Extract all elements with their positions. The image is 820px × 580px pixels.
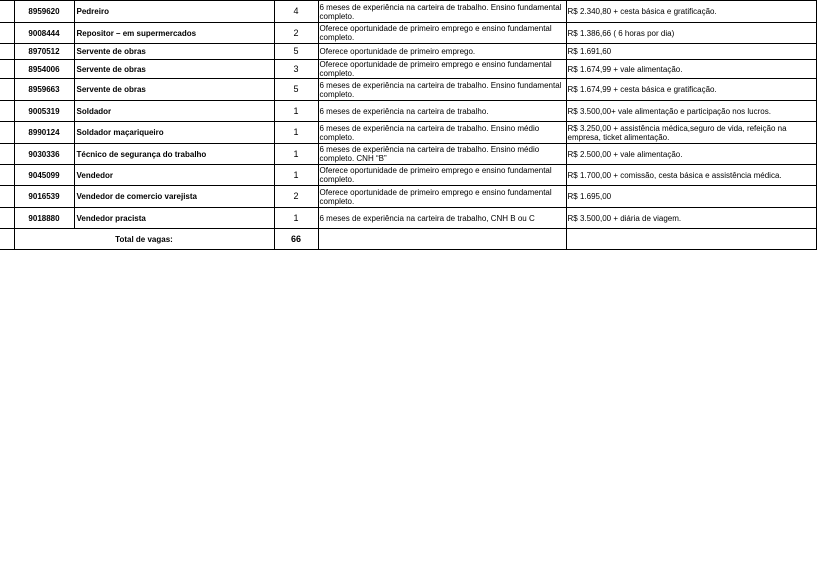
vacancy-count: 5 [274, 79, 318, 101]
requirements: Oferece oportunidade de primeiro emprego e ensino fundamental completo. [318, 165, 566, 186]
requirements: Oferece oportunidade de primeiro emprego e ensino fundamental completo. [318, 186, 566, 208]
row-gutter [0, 79, 14, 101]
job-code: 9016539 [14, 186, 74, 208]
vacancy-count: 1 [274, 144, 318, 165]
salary-benefits: R$ 1.386,66 ( 6 horas por dia) [566, 23, 816, 44]
row-gutter [0, 122, 14, 144]
vacancy-count: 1 [274, 208, 318, 229]
requirements: 6 meses de experiência na carteira de trabalho. Ensino fundamental completo. [318, 1, 566, 23]
salary-benefits: R$ 1.691,60 [566, 44, 816, 60]
requirements: Oferece oportunidade de primeiro emprego e ensino fundamental completo. [318, 60, 566, 79]
occupation: Técnico de segurança do trabalho [74, 144, 274, 165]
table-row [0, 79, 816, 101]
total-row [0, 229, 816, 250]
empty-cell [318, 229, 566, 250]
row-gutter [0, 101, 14, 122]
vacancy-count: 4 [274, 1, 318, 23]
row-gutter [0, 23, 14, 44]
job-code: 8954006 [14, 60, 74, 79]
total-value: 66 [274, 229, 318, 250]
requirements: Oferece oportunidade de primeiro emprego e ensino fundamental completo. [318, 23, 566, 44]
empty-cell [566, 229, 816, 250]
table-row [0, 1, 816, 23]
table-row [0, 165, 816, 186]
salary-benefits: R$ 2.340,80 + cesta básica e gratificação. [566, 1, 816, 23]
total-label: Total de vagas: [14, 229, 274, 250]
occupation: Soldador maçariqueiro [74, 122, 274, 144]
job-openings-table [0, 0, 817, 250]
occupation: Vendedor de comercio varejista [74, 186, 274, 208]
requirements: 6 meses de experiência na carteira de trabalho. Ensino médio completo. CNH “B” [318, 144, 566, 165]
table-row [0, 101, 816, 122]
occupation: Servente de obras [74, 79, 274, 101]
vacancy-count: 3 [274, 60, 318, 79]
occupation: Vendedor [74, 165, 274, 186]
table-row [0, 44, 816, 60]
job-code: 9030336 [14, 144, 74, 165]
occupation: Servente de obras [74, 44, 274, 60]
requirements: 6 meses de experiência na carteira de trabalho. Ensino fundamental completo. [318, 79, 566, 101]
table-row [0, 144, 816, 165]
requirements: 6 meses de experiência na carteira de trabalho, CNH B ou C [318, 208, 566, 229]
salary-benefits: R$ 1.700,00 + comissão, cesta básica e assistência médica. [566, 165, 816, 186]
row-gutter [0, 1, 14, 23]
row-gutter [0, 60, 14, 79]
job-code: 9018880 [14, 208, 74, 229]
vacancy-count: 2 [274, 186, 318, 208]
vacancy-count: 1 [274, 165, 318, 186]
row-gutter [0, 165, 14, 186]
table-row [0, 60, 816, 79]
table-row [0, 186, 816, 208]
row-gutter [0, 186, 14, 208]
occupation: Pedreiro [74, 1, 274, 23]
salary-benefits: R$ 3.500,00+ vale alimentação e participação nos lucros. [566, 101, 816, 122]
row-gutter [0, 229, 14, 250]
job-code: 8959663 [14, 79, 74, 101]
salary-benefits: R$ 1.695,00 [566, 186, 816, 208]
vacancy-count: 5 [274, 44, 318, 60]
job-code: 8959620 [14, 1, 74, 23]
job-code: 9008444 [14, 23, 74, 44]
salary-benefits: R$ 1.674,99 + cesta básica e gratificação. [566, 79, 816, 101]
requirements: Oferece oportunidade de primeiro emprego. [318, 44, 566, 60]
job-code: 8970512 [14, 44, 74, 60]
occupation: Soldador [74, 101, 274, 122]
job-code: 9005319 [14, 101, 74, 122]
requirements: 6 meses de experiência na carteira de trabalho. Ensino médio completo. [318, 122, 566, 144]
row-gutter [0, 208, 14, 229]
salary-benefits: R$ 3.500,00 + diária de viagem. [566, 208, 816, 229]
salary-benefits: R$ 2.500,00 + vale alimentação. [566, 144, 816, 165]
job-rows [0, 1, 816, 229]
salary-benefits: R$ 1.674,99 + vale alimentação. [566, 60, 816, 79]
table-row [0, 23, 816, 44]
occupation: Servente de obras [74, 60, 274, 79]
salary-benefits: R$ 3.250,00 + assistência médica,seguro de vida, refeição na empresa, ticket alimentação. [566, 122, 816, 144]
row-gutter [0, 144, 14, 165]
job-code: 8990124 [14, 122, 74, 144]
vacancy-count: 1 [274, 101, 318, 122]
job-code: 9045099 [14, 165, 74, 186]
row-gutter [0, 44, 14, 60]
occupation: Repositor – em supermercados [74, 23, 274, 44]
vacancy-count: 2 [274, 23, 318, 44]
table-row [0, 208, 816, 229]
occupation: Vendedor pracista [74, 208, 274, 229]
vacancy-count: 1 [274, 122, 318, 144]
table-row [0, 122, 816, 144]
requirements: 6 meses de experiência na carteira de trabalho. [318, 101, 566, 122]
